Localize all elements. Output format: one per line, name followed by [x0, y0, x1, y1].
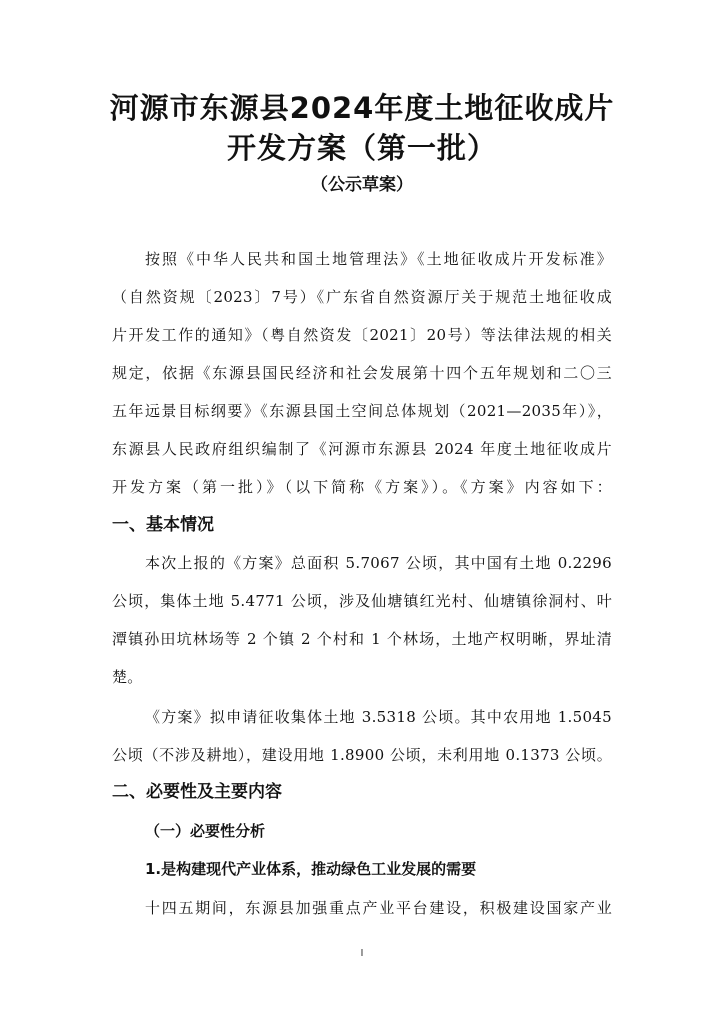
- intro-line: 按照《中华人民共和国土地管理法》《土地征收成片开发标准》: [145, 250, 612, 268]
- intro-line: 规定，依据《东源县国民经济和社会发展第十四个五年规划和二〇三: [112, 364, 612, 382]
- document-subtitle: （公示草案）: [311, 175, 413, 195]
- intro-line: 片开发工作的通知》（粤自然资发〔2021〕20号）等法律法规的相关: [112, 326, 612, 344]
- section1-para1-line: 潭镇孙田坑林场等 2 个镇 2 个村和 1 个林场，土地产权明晰，界址清: [112, 630, 612, 648]
- section-heading-necessity: 二、必要性及主要内容: [112, 782, 282, 802]
- section1-para1-line: 楚。: [112, 668, 143, 686]
- section1-para2-line: 公顷（不涉及耕地），建设用地 1.8900 公顷，未利用地 0.1373 公顷。: [112, 746, 612, 764]
- section1-para1-line: 公顷，集体土地 5.4771 公顷，涉及仙塘镇红光村、仙塘镇徐洞村、叶: [112, 592, 612, 610]
- section1-para1-line: 本次上报的《方案》总面积 5.7067 公顷，其中国有土地 0.2296: [145, 554, 612, 572]
- section-heading-basic-info: 一、基本情况: [112, 515, 214, 535]
- document-title-line-1: 河源市东源县2024年度土地征收成片: [109, 91, 615, 125]
- intro-line: 开发方案（第一批）》（以下简称《方案》）。《方案》内容如下：: [112, 478, 612, 496]
- point1-text-line: 十四五期间，东源县加强重点产业平台建设，积极建设国家产业: [145, 899, 612, 917]
- intro-line: 五年远景目标纲要》《东源县国土空间总体规划（2021—2035年）》，: [112, 402, 612, 420]
- section1-para2-line: 《方案》拟申请征收集体土地 3.5318 公顷。其中农用地 1.5045: [145, 708, 612, 726]
- subsection-heading-necessity-analysis: （一）必要性分析: [145, 822, 266, 840]
- point-heading-industry-system: 1.是构建现代产业体系，推动绿色工业发展的需要: [145, 860, 477, 878]
- intro-line: 东源县人民政府组织编制了《河源市东源县 2024 年度土地征收成片: [112, 440, 612, 458]
- document-title-line-2: 开发方案（第一批）: [226, 131, 497, 165]
- page-number: I: [360, 948, 364, 959]
- intro-line: （自然资规〔2023〕7号）《广东省自然资源厅关于规范土地征收成: [112, 288, 612, 306]
